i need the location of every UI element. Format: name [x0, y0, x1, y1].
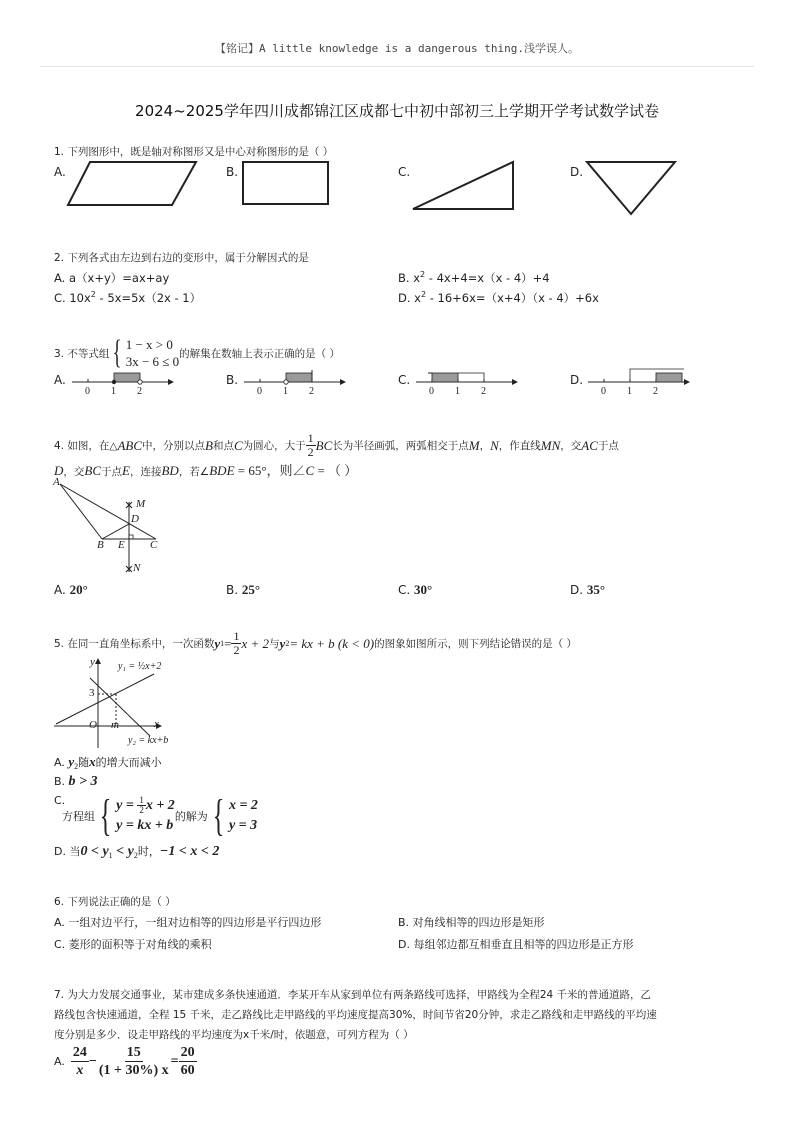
- q5-eq: x + 2: [241, 635, 270, 651]
- q5-d-expr: < y: [112, 844, 134, 859]
- q2-b-sup: 2: [420, 270, 426, 280]
- q1-option-b-label: B.: [226, 165, 239, 179]
- fraction-numerator: 1: [307, 431, 314, 445]
- q5-graph-tick-3: 3: [89, 687, 95, 699]
- q3-ineq-2: 3x − 6 ≤ 0: [125, 354, 180, 369]
- q4-figure: [50, 476, 180, 580]
- fraction-denominator: 2: [139, 805, 144, 816]
- q1-option-c-label: C.: [398, 165, 411, 179]
- q3-numline-b: [244, 370, 346, 385]
- q1-option-d-label: D.: [570, 165, 584, 179]
- q4-option-d: [570, 582, 605, 598]
- q5-var-y2: y: [279, 635, 286, 651]
- q5-text: 5. 在同一直角坐标系中，一次函数: [54, 638, 215, 650]
- q5-graph-line1-label: y₁ = ½x+2: [118, 661, 162, 672]
- q5-option-c: [62, 791, 258, 840]
- q5-graph-line2-label: y₂ = kx+b: [128, 735, 169, 746]
- q7-a-equals: =: [170, 1053, 179, 1069]
- q1-inverted-triangle: [587, 162, 675, 214]
- q4-fig-label-n: N: [133, 562, 141, 574]
- q3-c-tick-2: 2: [481, 386, 486, 397]
- q4-var-c: C: [305, 463, 315, 478]
- q3-d-tick-1: 1: [627, 386, 632, 397]
- q1-stem: 1. 下列图形中，既是轴对称图形又是中心对称图形的是（ ）: [54, 146, 334, 158]
- q5-d-sub: 1: [108, 851, 113, 861]
- q5-text: 与: [269, 638, 280, 650]
- q3-numline-a: [72, 373, 174, 385]
- q5-option-c-label: C.: [54, 794, 66, 807]
- q6-option-d: D. 每组邻边都互相垂直且相等的四边形是正方形: [398, 938, 634, 951]
- q5-d-sub: 2: [133, 851, 138, 861]
- q5-eq: = kx + b (k < 0): [289, 635, 375, 651]
- q4-var-n: N: [490, 437, 499, 453]
- q5-graph-origin-label: O: [89, 719, 97, 731]
- q5-d-expr: −1 < x < 2: [159, 844, 220, 859]
- q5-c-eq2: y = kx + b: [116, 818, 174, 833]
- q5-c-system: [116, 796, 175, 836]
- q5-a-text: 的增大而减小: [95, 756, 162, 769]
- q4-var-bc: BC: [84, 463, 102, 478]
- fraction-denominator: 2: [307, 445, 314, 459]
- q5-a-label: A.: [54, 756, 69, 769]
- q4-var-ac: AC: [581, 437, 598, 453]
- q4-fig-label-a: A: [53, 476, 60, 488]
- q4-fig-label-e: E: [118, 539, 125, 551]
- q5-a-var: x: [89, 754, 96, 769]
- q5-c-eq1-b: x + 2: [145, 798, 175, 813]
- q7-a-fraction-1: [71, 1044, 89, 1079]
- q3-a-tick-2: 2: [137, 386, 142, 397]
- q3-b-tick-0: 0: [257, 386, 262, 397]
- q3-option-a-label: A.: [54, 373, 66, 387]
- q3-b-tick-1: 1: [283, 386, 288, 397]
- q1-rectangle: [243, 162, 328, 204]
- q3-stem-pre: 3. 不等式组: [54, 347, 110, 360]
- fraction-denominator: (1 + 30%) x: [98, 1063, 169, 1078]
- q2-stem: 2. 下列各式由左边到右边的变形中，属于分解因式的是: [54, 252, 309, 264]
- q4-text: 和点: [212, 440, 234, 452]
- q5-var-y1: y: [214, 635, 221, 651]
- q4-text: 4. 如图，在△: [54, 440, 118, 452]
- q4-var-m: M: [468, 437, 480, 453]
- q3-numline-c: [416, 373, 518, 385]
- q3-brace: {: [113, 334, 123, 371]
- q4-fig-label-d: D: [131, 513, 139, 525]
- q2-option-c: [54, 290, 201, 306]
- q3-option-b-label: B.: [226, 373, 239, 387]
- fraction-numerator: 15: [126, 1045, 141, 1060]
- q2-option-b: [398, 270, 550, 286]
- q4-text: ，交: [560, 440, 582, 452]
- q5-c-half: [137, 796, 146, 815]
- q4-option-a: [54, 582, 88, 598]
- q4-text: = 65°，则∠: [234, 463, 306, 478]
- q7-a-fraction-3: [179, 1044, 197, 1079]
- q5-c-text: 方程组: [62, 810, 95, 823]
- q5-c-eq1: [116, 796, 175, 816]
- q7-stem-line-1: 7. 为大力发展交通事业，某市建成多条快速通道．李某开车从家到单位有两条路线可选择，甲路线为全程24 千米的普通道路，乙: [54, 989, 652, 1001]
- q2-c-pre: C. 10x: [54, 291, 91, 305]
- q4-option-b-label: B.: [226, 583, 239, 597]
- q2-option-d: [398, 290, 599, 306]
- q4-text: 于点: [597, 440, 619, 452]
- q4-option-a-value: 20°: [69, 582, 88, 597]
- q4-text: ，交: [63, 466, 85, 478]
- q3-a-tick-0: 0: [85, 386, 90, 397]
- q1-figures: [0, 0, 794, 230]
- q4-var-c: C: [233, 437, 243, 453]
- q7-option-a: [54, 1044, 197, 1079]
- fraction-numerator: 20: [180, 1045, 195, 1060]
- q5-c-solution: [229, 796, 258, 836]
- page-header-motto: 【铭记】A little knowledge is a dangerous thing.浅学误人。: [215, 42, 579, 55]
- q1-parallelogram: [68, 162, 196, 205]
- q2-c-sup: 2: [90, 290, 96, 300]
- fraction-denominator: 2: [233, 643, 240, 657]
- q4-stem-line-1: [54, 432, 619, 459]
- q4-text: ，作直线: [498, 440, 541, 452]
- page-title: 2024~2025学年四川成都锦江区成都七中初中部初三上学期开学考试数学试卷: [135, 102, 659, 120]
- q2-option-a: A. a（x+y）=ax+ay: [54, 271, 170, 285]
- q4-var-bc: BC: [315, 437, 333, 453]
- q4-text: 中，分别以点: [142, 440, 205, 452]
- q6-stem: 6. 下列说法正确的是（ ）: [54, 896, 176, 908]
- fraction-numerator: 24: [72, 1045, 87, 1060]
- q3-number-lines: [0, 360, 794, 405]
- q5-c-text: 的解为: [174, 810, 208, 823]
- q5-d-expr: 0 < y: [80, 844, 109, 859]
- q5-a-sub: 2: [74, 762, 79, 772]
- q5-b-expr: b > 3: [68, 774, 98, 789]
- q4-fig-label-b: B: [97, 539, 104, 551]
- q2-b-post: - 4x+4=x（x - 4）+4: [425, 271, 550, 285]
- q4-half-fraction: [306, 432, 316, 459]
- q7-a-label: A.: [54, 1055, 65, 1068]
- q5-sub: 1: [220, 639, 225, 648]
- q5-c-brace-2: {: [212, 791, 225, 840]
- q4-fig-label-c: C: [150, 539, 158, 551]
- q3-c-tick-1: 1: [455, 386, 460, 397]
- q4-comma: ，: [479, 440, 491, 452]
- q4-text: ，连接: [129, 466, 162, 478]
- q4-var-e: E: [122, 463, 130, 478]
- q5-option-b: [54, 774, 98, 790]
- q4-var-b: B: [205, 437, 213, 453]
- q4-var-bde: BDE: [209, 463, 235, 478]
- q1-right-triangle: [413, 162, 513, 209]
- q4-option-d-label: D.: [570, 583, 584, 597]
- q2-d-sup: 2: [420, 290, 427, 300]
- q3-stem-post: 的解集在数轴上表示正确的是（ ）: [179, 347, 340, 360]
- q4-fig-label-m: M: [136, 498, 146, 510]
- fraction-denominator: 60: [180, 1063, 195, 1078]
- q4-option-c-value: 30°: [414, 582, 433, 597]
- q4-option-d-value: 35°: [586, 582, 606, 597]
- q7-a-minus: −: [88, 1053, 97, 1069]
- q5-a-var: y: [68, 754, 75, 769]
- q4-var-bd: BD: [161, 463, 179, 478]
- q2-b-pre: B. x: [398, 271, 421, 285]
- q4-option-c: [398, 582, 432, 598]
- q5-a-text: 随: [78, 756, 90, 769]
- q2-d-post: - 16+6x=（x+4）（x - 4）+6x: [426, 291, 599, 305]
- q3-c-tick-0: 0: [429, 386, 434, 397]
- q4-var-mn: MN: [540, 437, 561, 453]
- q4-text: 为圆心，大于: [242, 440, 306, 452]
- q4-option-a-label: A.: [54, 583, 66, 597]
- q5-graph-y-axis-label: y: [90, 656, 95, 668]
- q3-a-tick-1: 1: [111, 386, 116, 397]
- q5-stem: [54, 630, 577, 657]
- q5-c-eq1-a: y =: [116, 798, 138, 813]
- q5-b-label: B.: [54, 775, 69, 788]
- q3-ineq-1: 1 − x > 0: [125, 337, 173, 352]
- q3-option-d-label: D.: [570, 373, 584, 387]
- q4-option-b-value: 25°: [241, 582, 261, 597]
- q5-c-sol1: x = 2: [228, 798, 258, 813]
- q3-d-tick-0: 0: [601, 386, 606, 397]
- q6-option-b: B. 对角线相等的四边形是矩形: [398, 916, 545, 929]
- q2-d-pre: D. x: [398, 291, 421, 305]
- fraction-numerator: 1: [233, 629, 240, 643]
- q5-eq: =: [224, 635, 232, 651]
- q5-option-d: [54, 843, 219, 860]
- q3-option-c-label: C.: [398, 373, 411, 387]
- q4-text: = （ ）: [314, 463, 358, 478]
- q3-d-tick-2: 2: [653, 386, 658, 397]
- q5-option-a: [54, 754, 162, 771]
- q5-d-text: 时，: [137, 845, 160, 858]
- q5-c-brace: {: [99, 791, 112, 840]
- q7-stem-line-3: 度分别是多少．设走甲路线的平均速度为x千米/时，依题意，可列方程为（ ）: [54, 1029, 414, 1041]
- q4-option-b: [226, 582, 260, 598]
- q5-graph-m-label: m: [111, 719, 119, 731]
- fraction-numerator: 1: [139, 795, 144, 806]
- q2-c-post: - 5x=5x（2x - 1）: [95, 291, 202, 305]
- q5-half-fraction: [231, 630, 241, 657]
- q5-c-sol2: y = 3: [228, 818, 258, 833]
- fraction-denominator: x: [76, 1063, 84, 1078]
- q7-stem-line-2: 路线包含快速通道，全程 15 千米，走乙路线比走甲路线的平均速度提高30%，时间节省20分钟，求走乙路线和走甲路线的平均速: [54, 1009, 657, 1021]
- q7-a-fraction-2: [97, 1044, 171, 1079]
- q4-text: 长为半径画弧，两弧相交于点: [332, 440, 469, 452]
- q3-b-tick-2: 2: [309, 386, 314, 397]
- q6-option-c: C. 菱形的面积等于对角线的乘积: [54, 938, 212, 951]
- q3-numline-d: [588, 369, 690, 385]
- q6-option-a: A. 一组对边平行，一组对边相等的四边形是平行四边形: [54, 916, 322, 929]
- q4-text: 于点: [101, 466, 123, 478]
- q4-text: ，若∠: [178, 466, 210, 478]
- q5-text: 的图象如图所示，则下列结论错误的是（ ）: [374, 638, 577, 650]
- q5-d-text: D. 当: [54, 845, 81, 858]
- q5-graph-x-axis-label: x: [154, 718, 159, 730]
- q5-sub: 2: [285, 639, 290, 648]
- q4-option-c-label: C.: [398, 583, 411, 597]
- q4-var-abc: ABC: [117, 437, 142, 453]
- q1-option-a-label: A.: [54, 165, 66, 179]
- q4-var-d: D: [54, 463, 64, 478]
